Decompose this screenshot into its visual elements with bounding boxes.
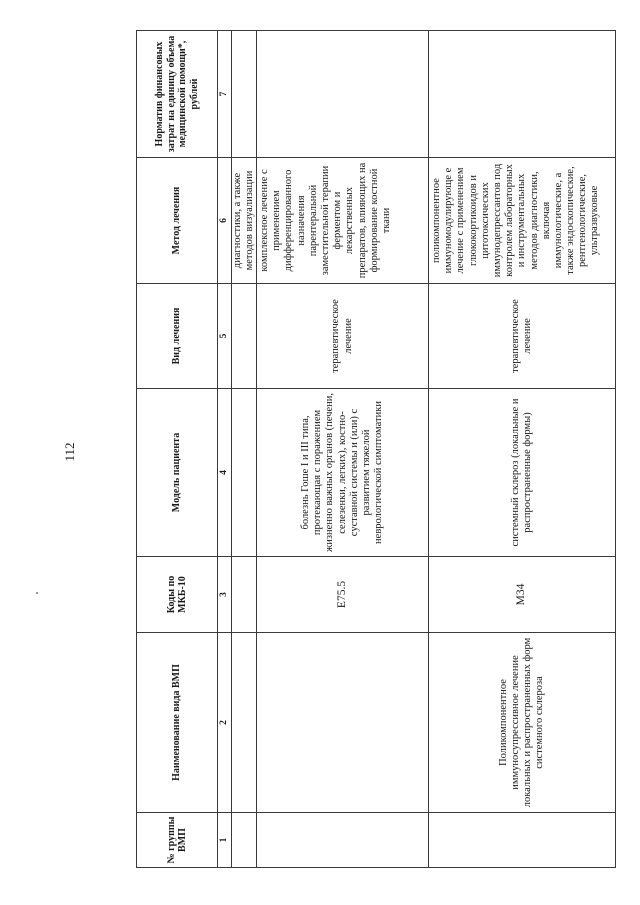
header-group-number: № группы ВМП [137,813,218,868]
treatment-type-cell: терапевтическое лечение [429,284,616,389]
patient-model-cell: системный склероз (локальные и распространенные формы) [429,389,616,557]
table-row [257,31,429,868]
page-number: 112 [62,442,77,462]
column-number: 4 [218,389,232,557]
header-vmp-name: Наименование вида ВМП [137,633,218,813]
table-cell [232,633,257,813]
group-number-cell [429,813,616,868]
header-icd-codes: Коды по МКБ-10 [137,557,218,633]
vmp-name-cell [257,633,429,813]
cost-cell [429,31,616,158]
table-cell [232,284,257,389]
column-number: 6 [218,158,232,284]
scan-speck [36,592,38,594]
column-number: 2 [218,633,232,813]
header-treatment-method: Метод лечения [137,158,218,284]
column-number-row [218,31,232,868]
table-cell [232,813,257,868]
vmp-table [136,30,616,868]
header-row [137,31,218,868]
header-cost-norm: Норматив финансовых затрат на единицу объема медицинской помощи*, рублей [137,31,218,158]
header-treatment-type: Вид лечения [137,284,218,389]
group-number-cell [257,813,429,868]
continuation-text: диагностики, а также методов визуализации [232,158,257,284]
treatment-method-cell: комплексное лечение с применением дифференцированного назначения парентеральной заместительной терапии ферментом и лекарственных препаратов, влияющих на формирование костной ткани [257,158,429,284]
treatment-type-cell: терапевтическое лечение [257,284,429,389]
column-number: 3 [218,557,232,633]
table-row [429,31,616,868]
continuation-row [232,31,257,868]
table-cell [232,389,257,557]
vmp-name-cell: Поликомпонентное иммуносупрессивное лечение локальных и распространенных форм системного склероза [429,633,616,813]
rotated-table-container [136,31,601,868]
patient-model-cell: болезнь Гоше I и III типа, протекающая с поражением жизненно важных органов (печени, селезенки, легких), костно-суставной системы и (или) с развитием тяжелой неврологической симптоматики [257,389,429,557]
column-number: 5 [218,284,232,389]
treatment-method-cell: поликомпонентное иммуномодулирующе е лечение с применением глюкокортикоидов и цитотоксических иммунодепрессантов под контролем лабораторных и инструментальных методов диагностики, включая иммунологические, а также эндоскопические, рентгенологические, ультразвуковые [429,158,616,284]
icd-code-cell: E75.5 [257,557,429,633]
cost-cell [257,31,429,158]
table-cell [232,31,257,158]
table-cell [232,557,257,633]
header-patient-model: Модель пациента [137,389,218,557]
icd-code-cell: M34 [429,557,616,633]
column-number: 7 [218,31,232,158]
column-number: 1 [218,813,232,868]
